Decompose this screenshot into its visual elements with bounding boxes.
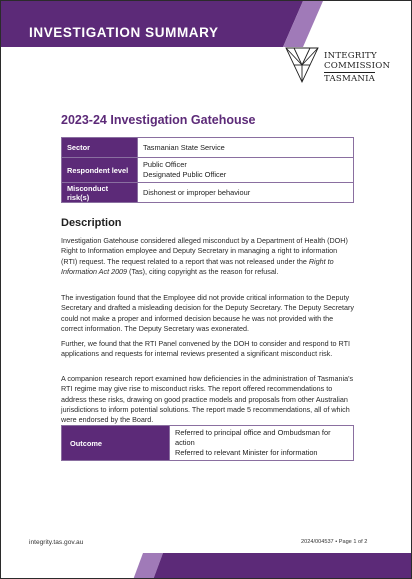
triangular-gem-logo-icon <box>284 45 320 85</box>
outcome-value-1: Referred to principal office and Ombudsman for action <box>175 428 331 447</box>
logo-line-2: COMMISSION <box>324 61 391 71</box>
outcome-value-2: Referred to relevant Minister for information <box>175 448 318 457</box>
act-name: Right to Information Act 2009 <box>61 256 334 276</box>
footer-banner-shape <box>1 549 412 579</box>
page-title: 2023-24 Investigation Gatehouse <box>61 113 256 127</box>
description-paragraph-1 <box>61 236 355 277</box>
sector-value: Tasmanian State Service <box>138 138 354 158</box>
summary-info-table <box>61 137 354 203</box>
table-row <box>62 183 354 203</box>
footer-website: integrity.tas.gov.au <box>29 539 84 546</box>
header-banner <box>1 1 412 47</box>
respondent-value-2: Designated Public Officer <box>143 170 227 179</box>
table-row <box>62 158 354 183</box>
respondent-value-1: Public Officer <box>143 160 187 169</box>
outcome-table <box>61 425 354 461</box>
description-paragraph-3: Further, we found that the RTI Panel convened by the DOH to consider and respond to RTI applications and requests for internal reviews presented a significant misconduct risk. <box>61 339 350 359</box>
description-paragraph-4: A companion research report examined how deficiencies in the administration of Tasmania's RTI regime may give rise to misconduct risks. The report offered recommendations to address these risks, drawing on good practice models and proposals from other Australian jurisdictions to inform potential solutions. The report made 5 recommendations, all of which were endorsed by the Board. <box>61 374 354 425</box>
p1-text: Investigation Gatehouse considered alleged misconduct by a Department of Health (DOH) Right to Information employee and Deputy Secretary in managing a right to information (RTI) request. The request related to a report that was not released under the <box>61 236 348 266</box>
banner-shape <box>1 1 412 47</box>
outcome-value <box>170 426 354 461</box>
logo-line-1: INTEGRITY <box>324 51 377 61</box>
description-heading: Description <box>61 217 122 229</box>
banner-title: INVESTIGATION SUMMARY <box>29 25 219 40</box>
p1-text-end: (Tas), citing copyright as the reason for refusal. <box>127 266 279 276</box>
table-row <box>62 426 354 461</box>
logo-wordmark <box>324 51 390 84</box>
table-row <box>62 138 354 158</box>
sector-label: Sector <box>62 138 138 158</box>
integrity-commission-logo <box>284 45 394 85</box>
respondent-label: Respondent level <box>62 158 138 183</box>
outcome-label: Outcome <box>62 426 170 461</box>
description-paragraph-2: The investigation found that the Employee did not provide critical information to the Deputy Secretary and drafted a misleading decision for the Deputy Secretary. The Deputy Secretary could not make a proper and informed decision because he was not provided with the correct information. The Deputy Secretary was exonerated. <box>61 293 354 333</box>
footer-page-ref: 2024/004537 • Page 1 of 2 <box>301 539 368 545</box>
logo-line-3: TASMANIA <box>324 74 376 84</box>
misconduct-label: Misconduct risk(s) <box>62 183 138 203</box>
misconduct-value: Dishonest or improper behaviour <box>138 183 354 203</box>
respondent-value <box>138 158 354 183</box>
